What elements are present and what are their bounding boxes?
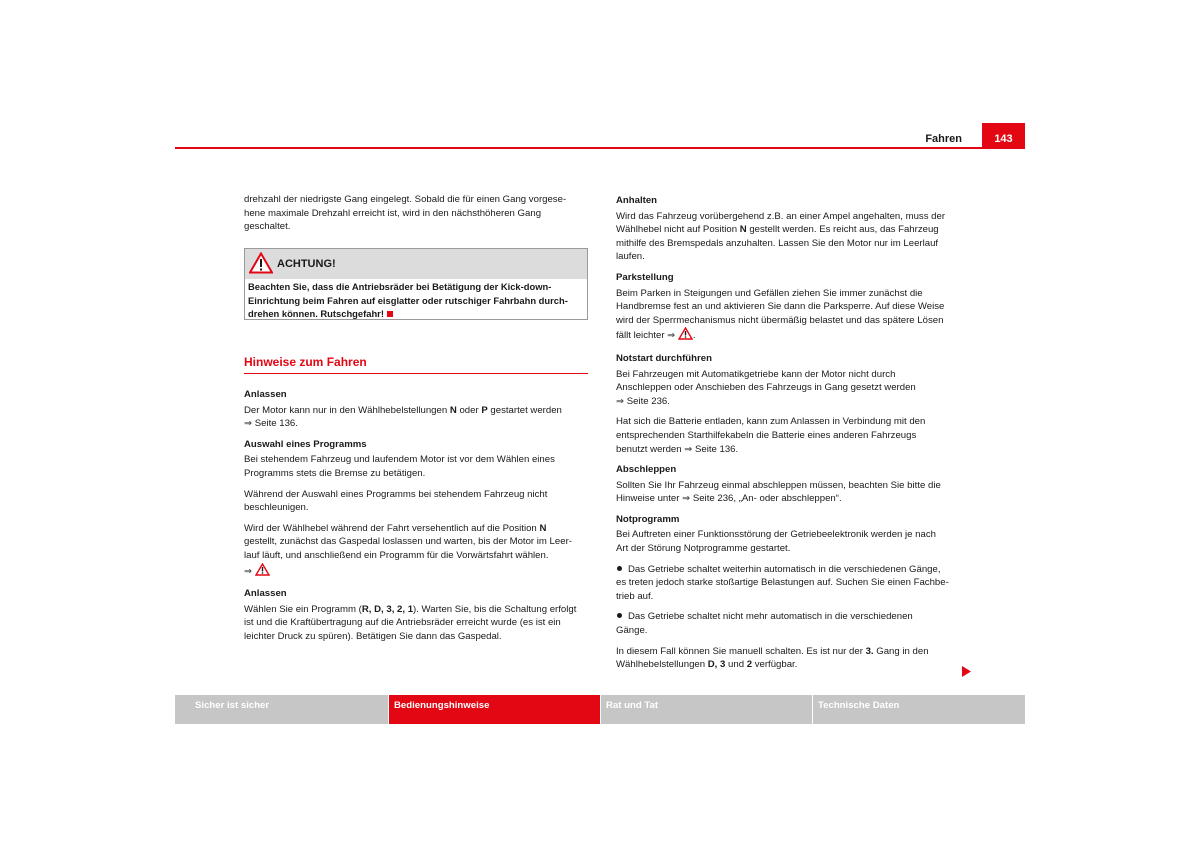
warning-triangle-icon [678, 327, 693, 345]
section-rule [244, 373, 588, 374]
page-title: Fahren [925, 133, 962, 145]
subheading: Auswahl eines Programms [244, 438, 367, 450]
footer-tab-technische-daten[interactable]: Technische Daten [813, 695, 1025, 724]
next-page-arrow-icon[interactable] [962, 666, 971, 682]
left-column [244, 388, 590, 651]
text-line: Einrichtung beim Fahren auf eisglatter oder rutschiger Fahrbahn durch- [248, 294, 568, 306]
paragraph: Wählen Sie ein Programm (R, D, 3, 2, 1). Warten Sie, bis die Schaltung erfolgt ist und die Kraftübertragung auf die Antriebsräder erreicht wurde (es ist ein leichter Druck zu spüren). Betätigen Sie dann das Gaspedal. [244, 603, 577, 642]
warning-triangle-icon [249, 252, 273, 279]
subheading: Notprogramm [616, 513, 680, 525]
end-marker-icon [387, 311, 393, 317]
bullet-icon [617, 566, 622, 571]
paragraph: Bei Fahrzeugen mit Automatikgetriebe kann der Motor nicht durch Anschleppen oder Anschieben des Fahrzeugs in Gang gesetzt werden ⇒ Seite 236. [616, 368, 916, 407]
paragraph: Beim Parken in Steigungen und Gefällen ziehen Sie immer zunächst die Handbremse fest an und aktivieren Sie dann die Parksperre. Auf diese Weise wird der Sperrmechanismus nicht übermäßig belastet und das spätere Lösen fällt leichter ⇒ . [616, 287, 962, 345]
warning-box [244, 248, 588, 320]
subheading: Abschleppen [616, 464, 677, 476]
subheading: Anlassen [244, 588, 287, 600]
text-line: hene maximale Drehzahl erreicht ist, wird in den nächsthöheren Gang [244, 207, 542, 219]
text-line: Beachten Sie, dass die Antriebsräder bei Betätigung der Kick-down- [248, 281, 552, 292]
page-reference[interactable]: ⇒ Seite 136. [244, 418, 298, 430]
subheading: Notstart durchführen [616, 352, 712, 364]
text-line: drehen können. Rutschgefahr! [248, 308, 384, 320]
footer-tab-bedienungshinweise[interactable]: Bedienungshinweise [389, 695, 600, 724]
section-title: Hinweise zum Fahren [244, 355, 367, 369]
bullet-icon [617, 613, 622, 618]
warning-title: ACHTUNG! [277, 258, 336, 270]
paragraph: In diesem Fall können Sie manuell schalten. Es ist nur der 3. Gang in den Wählhebelstellungen D, 3 und 2 verfügbar. [616, 645, 929, 671]
paragraph: Hat sich die Batterie entladen, kann zum Anlassen in Verbindung mit den entsprechenden Starthilfekabeln die Batterie eines anderen Fahrzeugs benutzt werden ⇒ Seite 136. [616, 416, 926, 455]
bullet-item: Das Getriebe schaltet nicht mehr automatisch in die verschiedenen Gänge. [616, 611, 913, 637]
warning-text [245, 279, 587, 321]
text-line: geschaltet. [244, 221, 291, 233]
footer-tab-rat-und-tat[interactable]: Rat und Tat [601, 695, 812, 724]
footer-tab-sicher[interactable]: Sicher ist sicher [175, 695, 388, 724]
paragraph: Der Motor kann nur in den Wählhebelstellungen N oder P gestartet werden ⇒ Seite 136. [244, 404, 562, 430]
paragraph: Sollten Sie Ihr Fahrzeug einmal abschleppen müssen, beachten Sie bitte die Hinweise unter ⇒ Seite 236, „An- oder abschleppen“. [616, 479, 941, 505]
paragraph: Wird das Fahrzeug vorübergehend z.B. an einer Ampel angehalten, muss der Wählhebel nicht auf Position N gestellt werden. Es reicht aus, das Fahrzeug mithilfe des Bremspedals anzuhalten. Lassen Sie den Motor nur im Leerlauf laufen. [616, 210, 946, 263]
text-line: drehzahl der niedrigste Gang eingelegt. Sobald die für einen Gang vorgese- [244, 194, 567, 205]
paragraph: Bei stehendem Fahrzeug und laufendem Motor ist vor dem Wählen eines Programms stets die Bremse zu betätigen. [244, 454, 555, 479]
page-reference[interactable]: ⇒ Seite 236. [616, 395, 670, 407]
page-number: 143 [982, 123, 1025, 148]
subheading: Parkstellung [616, 271, 674, 283]
warning-reference[interactable]: fällt leichter ⇒ [616, 330, 676, 342]
bullet-item: Das Getriebe schaltet weiterhin automatisch in die verschiedenen Gänge, es treten jedoch starke stoßartige Belastungen auf. Suchen Sie einen Fachbe- trieb auf. [616, 563, 949, 602]
intro-paragraph [244, 193, 588, 234]
subheading: Anlassen [244, 389, 287, 400]
header-rule [175, 147, 1025, 149]
warning-reference[interactable]: ⇒ [244, 566, 270, 577]
paragraph: Während der Auswahl eines Programms bei stehendem Fahrzeug nicht beschleunigen. [244, 488, 548, 514]
paragraph: Bei Auftreten einer Funktionsstörung der Getriebeelektronik werden je nach Art der Störung Notprogramme gestartet. [616, 529, 936, 555]
warning-header [245, 249, 587, 279]
subheading: Anhalten [616, 195, 658, 206]
right-column [616, 194, 962, 679]
paragraph: Wird der Wählhebel während der Fahrt versehentlich auf die Position N gestellt, zunächst das Gaspedal loslassen und warten, bis der Motor im Leer- lauf läuft, und anschließend ein Programm für die Vorwärtsfahrt wählen. ⇒ [244, 522, 590, 580]
warning-triangle-icon [255, 563, 270, 581]
